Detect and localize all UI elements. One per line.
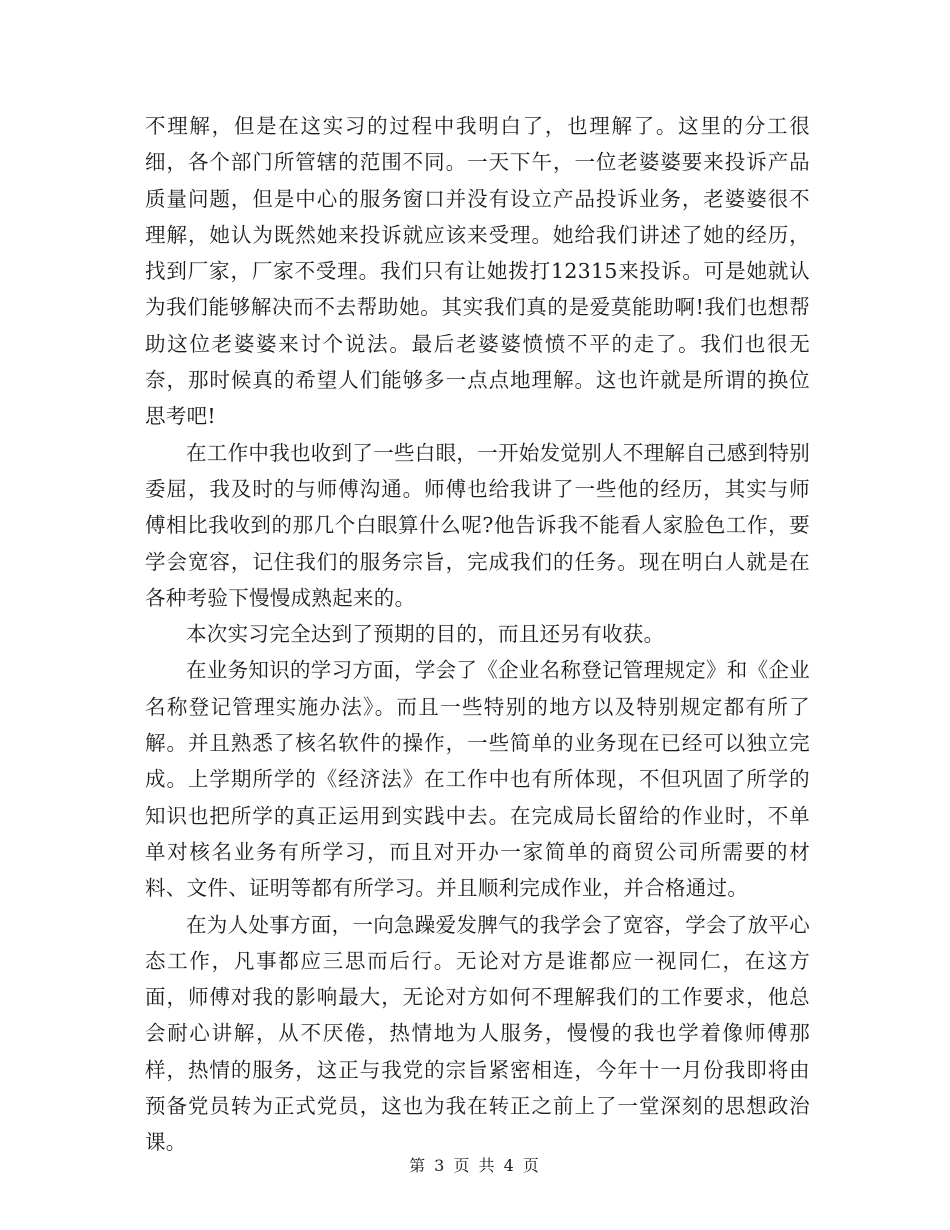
- paragraph-summary: 本次实习完全达到了预期的目的，而且还另有收获。: [186, 622, 665, 647]
- paragraph-work-experience: 在工作中我也收到了一些白眼，一开始发觉别人不理解自己感到特别委屈，我及时的与师傅沟通。师傅也给我讲了一些他的经历，其实与师傅相比我收到的那几个白眼算什么呢?他告诉我不能看人家脸色工作，要学会宽容，记住我们的服务宗旨，完成我们的任务。现在明白人就是在各种考验下慢慢成熟起来的。: [145, 440, 810, 610]
- page-number-footer: 第 3 页 共 4 页: [409, 1156, 541, 1175]
- document-body: [145, 108, 810, 1161]
- paragraph-conduct: 在为人处事方面，一向急躁爱发脾气的我学会了宽容，学会了放平心态工作，凡事都应三思而后行。无论对方是谁都应一视同仁，在这方面，师傅对我的影响最大，无论对方如何不理解我们的工作要求，他总会耐心讲解，从不厌倦，热情地为人服务，慢慢的我也学着像师傅那样，热情的服务，这正与我党的宗旨紧密相连，今年十一月份我即将由预备党员转为正式党员，这也为我在转正之前上了一堂深刻的思想政治课。: [145, 912, 810, 1155]
- paragraph-continuation: 不理解，但是在这实习的过程中我明白了，也理解了。这里的分工很细，各个部门所管辖的范围不同。一天下午，一位老婆婆要来投诉产品质量问题，但是中心的服务窗口并没有设立产品投诉业务，老婆婆很不理解，她认为既然她来投诉就应该来受理。她给我们讲述了她的经历，找到厂家，厂家不受理。我们只有让她拨打12315来投诉。可是她就认为我们能够解决而不去帮助她。其实我们真的是爱莫能助啊!我们也想帮助这位老婆婆来讨个说法。最后老婆婆愤愤不平的走了。我们也很无奈，那时候真的希望人们能够多一点点地理解。这也许就是所谓的换位思考吧!: [145, 114, 810, 429]
- paragraph-business-knowledge: 在业务知识的学习方面，学会了《企业名称登记管理规定》和《企业名称登记管理实施办法》。而且一些特别的地方以及特别规定都有所了解。并且熟悉了核名软件的操作，一些简单的业务现在已经可以独立完成。上学期所学的《经济法》在工作中也有所体现，不但巩固了所学的知识也把所学的真正运用到实践中去。在完成局长留给的作业时，不单单对核名业务有所学习，而且对开办一家简单的商贸公司所需要的材料、文件、证明等都有所学习。并且顺利完成作业，并合格通过。: [145, 658, 810, 901]
